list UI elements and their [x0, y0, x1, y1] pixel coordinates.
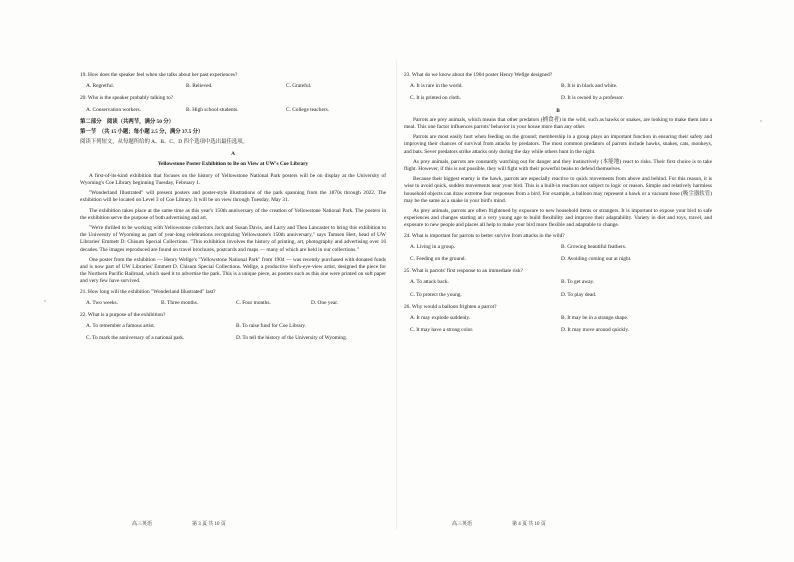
paragraph: A first-of-its-kind exhibition that focuses on the history of Yellowstone National Park posters will be on display at the University of Wyoming's Coe Library beginning Tuesday, February 1.: [80, 172, 386, 187]
footer-subject: 高三英语: [132, 522, 153, 527]
question-stem: 24. What is important for parrots to better survive from attacks in the wild?: [404, 232, 565, 239]
section-heading: 第二部分 阅读（共两节，满分 50 分）: [80, 118, 174, 125]
option: B. To raise fund for Coe Library.: [236, 323, 307, 330]
option: C. Grateful.: [286, 83, 312, 90]
paragraph: "We're thrilled to be working with Yellowstone collectors Jack and Susan Davis, and Larry and Thea Lancaster to bring this exhibition to the University of Wyoming as part of year-long celebrations recognizing Yellowstone's 150th anniversary," says Tamsen Hert, head of UW Libraries' Emmett D. Chisum Special Collections. "This exhibition involves the history of printing, art, photography and advertising over 16 decades. The images reproduced are found on travel brochures, postcards and maps — many of which are held in our collections.": [80, 225, 386, 253]
paragraph: As prey animals, parrots are constantly watching out for danger and they instinctively (本能地) react to risks. Their first choice is to take flight. However, if this is not possible, they will fight with their powerful beaks to defend themselves.: [404, 158, 712, 173]
subsection-heading: 第一节 （共 15 小题；每小题 2.5 分，满分 37.5 分）: [80, 129, 204, 136]
option: B. Three months.: [161, 299, 199, 306]
question-26-options-row1: [404, 315, 712, 322]
option: B. High school students.: [186, 106, 239, 113]
question-stem: 22. What is a purpose of the exhibition?: [80, 312, 166, 319]
footer-page-number: 第 3 页 共 10 页: [192, 522, 226, 527]
question-19-options: [80, 83, 386, 90]
scan-speck: [760, 120, 762, 122]
option: A. Living in a group.: [410, 243, 456, 250]
option: A. Two weeks.: [86, 299, 118, 306]
option: B. Growing beautiful feathers.: [561, 243, 627, 250]
question-stem: 25. What is parrots' first response to an immediate risk?: [404, 268, 523, 275]
option: B. Relieved.: [186, 83, 213, 90]
question-25: [404, 268, 712, 275]
option: A. It is rare in the world.: [410, 83, 463, 90]
option: C. To protect the young.: [410, 291, 462, 298]
paragraph: The exhibition takes place at the same time as this year's 150th anniversary of the creation of Yellowstone National Park. The posters in the exhibition serve the purpose of both advertising and art.: [80, 207, 386, 221]
question-22: [80, 312, 386, 319]
option: C. College teachers.: [286, 106, 330, 113]
question-22-options-row2: [80, 335, 386, 342]
question-24-options-row2: [404, 256, 712, 263]
question-26: [404, 304, 712, 311]
left-page: [80, 72, 386, 348]
option: B. It is in black and white.: [561, 83, 618, 90]
question-stem: 19. How does the speaker feel when she talks about her past experiences?: [80, 72, 238, 78]
option: C. Feeding on the ground.: [410, 256, 466, 263]
question-24-options-row1: [404, 244, 712, 251]
question-stem: 20. Who is the speaker probably talking to?: [80, 95, 174, 102]
question-20: [80, 95, 386, 102]
option: D. One year.: [311, 299, 339, 306]
question-stem: 21. How long will the exhibition "Wonderland Illustrated" last?: [80, 288, 216, 295]
instruction: 阅读下列短文，从每题所给的 A、B、C、D 四个选项中选出最佳选项。: [80, 139, 248, 146]
question-24: [404, 233, 712, 240]
scan-speck: [44, 300, 46, 302]
question-19: [80, 72, 386, 79]
option: D. To tell the history of the University of Wyoming.: [236, 335, 348, 342]
right-page: [404, 72, 712, 339]
option: A. Conservation workers.: [86, 106, 141, 113]
question-21-options: [80, 300, 386, 307]
left-page-footer: [132, 520, 226, 527]
right-page-footer: [452, 520, 546, 527]
footer-page-number: 第 4 页 共 10 页: [512, 522, 546, 527]
option: A. To attack back.: [410, 279, 449, 286]
question-25-options-row1: [404, 279, 712, 286]
page-fold-line: [396, 60, 397, 530]
passage-letter: B: [556, 107, 560, 114]
question-20-options: [80, 107, 386, 114]
question-26-options-row2: [404, 327, 712, 334]
question-22-options-row1: [80, 323, 386, 330]
option: D. Avoiding coming out at night.: [561, 256, 632, 263]
paragraph: "Wonderland Illustrated" will present posters and poster-style illustrations of the park spanning from the 1870s through 2022. The exhibition will be located on Level 3 of Coe Library. It will be on view through Tuesday, May 31.: [80, 190, 386, 204]
option: A. Regretful.: [86, 83, 115, 90]
question-stem: 23. What do we know about the 1904 poster Henry Wellge designed?: [404, 72, 553, 78]
question-23-options-row1: [404, 83, 712, 90]
option: C. It is printed on cloth.: [410, 95, 461, 102]
option: C. It may have a strong color.: [410, 327, 474, 334]
option: D. It may move around quickly.: [561, 327, 630, 334]
question-23: [404, 72, 712, 79]
question-stem: 26. Why would a balloon frighten a parrot?: [404, 303, 497, 310]
option: A. To remember a famous artist.: [86, 323, 156, 330]
paragraph: Parrots are most easily hurt when feeding on the ground; membership in a group plays an important function in ensuring their safety and improving their chances of survival from attacks by predators. The most common predators of parrots include hawks, snakes, cats, monkeys, and bats. Sever predators strike attacks only during the day while others hunt in the night.: [404, 134, 712, 155]
paragraph: One poster from the exhibition — Henry Wellge's "Yellowstone National Park" from 1904 — was recently purchased with donated funds and is now part of UW Libraries' Emmett D. Chisum Special Collections. Wellge, a productive bird's-eye-view artist, designed the piece for the Northern Pacific Railroad, which used it to advertise the park. This is a unique piece, as posters such as this one were printed on soft paper and very few have survived.: [80, 256, 386, 285]
paragraph: Because their biggest enemy is the hawk, parrots are especially reactive to quick movements from above and behind. For this reason, it is wise to avoid quick, sudden movements near your bird. This is a built-in reaction not subject to logic or reason. Simple and relatively harmless household objects can draw extreme fear responses from a bird. For example, a balloon may represent a hawk or a vacuum hose (吸尘器软管) may be the same as a snake in your bird's mind.: [404, 176, 712, 204]
option: B. It may be in a strange shape.: [561, 315, 629, 322]
question-23-options-row2: [404, 95, 712, 102]
option: D. It is owned by a professor.: [561, 95, 624, 102]
question-21: [80, 289, 386, 296]
question-25-options-row2: [404, 292, 712, 299]
passage-title: Yellowstone Poster Exhibition to Be on View at UW's Coe Library: [157, 160, 309, 167]
option: A. It may explode suddenly.: [410, 315, 471, 322]
footer-subject: 高三英语: [452, 522, 473, 527]
option: C. To mark the anniversary of a national park.: [86, 335, 185, 342]
paragraph: Parrots are prey animals, which means that other predators (捕食者) in the wild, such as hawks or snakes, are looking to make them into a meal. This one factor influences parrots' behavior in your house more than any other.: [404, 116, 712, 131]
passage-letter: A: [231, 151, 235, 158]
option: B. To get away.: [561, 279, 595, 286]
option: D. To play dead.: [561, 291, 597, 298]
option: C. Four months.: [236, 299, 271, 306]
paragraph: As prey animals, parrots are often frightened by exposure to new household items or strangers. It is important to expose your bird to safe experiences and changes starting at a very young age to build flexibility and improve their adaptability. Variety in diet and toys, travel, and exposure to new people and places all help to make your bird more flexible and adaptable to change.: [404, 208, 712, 229]
